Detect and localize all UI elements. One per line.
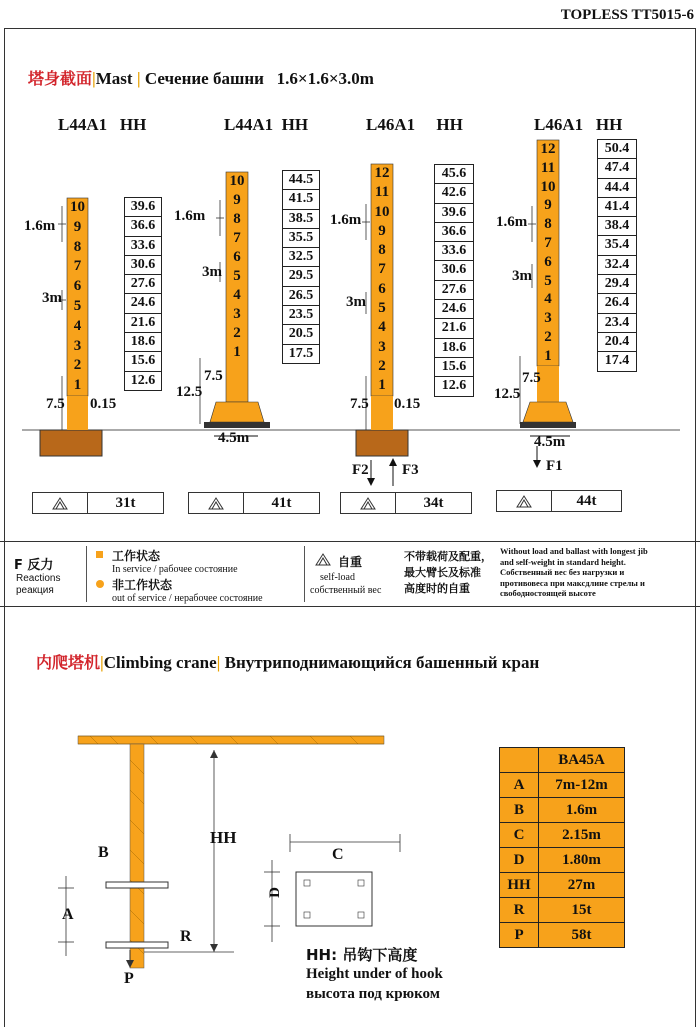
foundation-3 (356, 430, 408, 456)
heights-table-3: 45.6 42.6 39.6 36.6 33.6 30.6 27.6 24.6 21.6 18.6 15.6 12.6 (434, 164, 474, 397)
weight-value: 44t (576, 493, 597, 509)
weight-box-1 (32, 492, 164, 514)
note-cn-1: 不带载荷及配重， (404, 550, 492, 563)
self-load-icon (314, 552, 332, 571)
climb-label-p: P (124, 970, 134, 987)
weight-value: 31t (115, 495, 136, 511)
dim-3-3m: 3m (346, 294, 366, 310)
mast-diagram (0, 130, 700, 530)
mast-2-segments: 10 9 8 7 6 5 4 3 2 1 (229, 173, 245, 360)
mast-3-segments: 12 11 10 9 8 7 6 5 4 3 2 1 (374, 165, 390, 394)
mast-title-en: Mast (95, 69, 133, 88)
dim-2-base1: 7.5 (204, 368, 223, 384)
note-en: Without load and ballast with longest jib and self-weight in standard height. Собственный вес без нагрузки и противовеса при максдлине стрелы и свободностоящей высоте (500, 546, 648, 599)
in-service-marker (96, 551, 103, 558)
table-row: B 1.6m (500, 798, 625, 823)
climbing-title-cn: 内爬塔机 (36, 653, 101, 672)
self-load-icon (189, 493, 244, 513)
climb-label-b: B (98, 844, 109, 861)
model-header: TOPLESS TT5015-6 (560, 7, 694, 23)
mast-size: 1.6×1.6×3.0m (276, 69, 374, 88)
table-row: A 7m-12m (500, 773, 625, 798)
self-load-icon (33, 493, 88, 513)
climb-label-a: A (62, 906, 74, 923)
self-load-ru: собственный вес (310, 585, 382, 596)
dim-3-offset: 0.15 (394, 396, 421, 412)
dim-2-width: 4.5m (218, 430, 250, 446)
table-row: R 15t (500, 898, 625, 923)
table-row: C 2.15m (500, 823, 625, 848)
config-4-model: L46A1 HH (534, 115, 623, 134)
dim-2-3m: 3m (202, 264, 222, 280)
force-f2-label: F2 (352, 462, 369, 478)
mast-4-segments: 12 11 10 9 8 7 6 5 4 3 2 1 (540, 141, 556, 364)
self-load-en: self-load (320, 572, 355, 583)
mast-1-segments: 10 9 8 7 6 5 4 3 2 1 (70, 199, 85, 394)
table-row: HH 27m (500, 873, 625, 898)
table-row: D 1.80m (500, 848, 625, 873)
heights-table-2: 44.5 41.5 38.5 35.5 32.5 29.5 26.5 23.5 20.5 17.5 (282, 170, 320, 364)
mast-title-cn: 塔身截面 (28, 69, 93, 88)
weight-box-2 (188, 492, 320, 514)
weight-value: 34t (423, 495, 444, 511)
out-service-marker (96, 580, 104, 588)
ba45a-table (499, 747, 625, 948)
config-2-model: L44A1 HH (224, 115, 309, 134)
legend-band (0, 541, 700, 607)
force-f1-label: F1 (546, 458, 563, 474)
climb-label-hh: HH (210, 828, 237, 847)
heights-table-1: 39.6 36.6 33.6 30.6 27.6 24.6 21.6 18.6 15.6 12.6 (124, 197, 162, 391)
hh-caption-ru: высота под крюком (306, 986, 440, 1002)
dim-2-base2: 12.5 (176, 384, 203, 400)
self-load-icon (497, 491, 552, 511)
mast-title-ru: Сечение башни (144, 69, 264, 88)
weight-box-3 (340, 492, 472, 514)
climb-label-r: R (180, 928, 192, 945)
climbing-title-ru: Внутриподнимающийся башенный кран (224, 653, 540, 672)
mast-section-title: 塔身截面|Mast | Сечение башни 1.6×1.6×3.0m (28, 69, 374, 88)
legend-f-en: Reactions (16, 573, 61, 584)
dim-4-3m: 3m (512, 268, 532, 284)
dim-4-segment: 1.6m (496, 214, 528, 230)
self-load-icon (341, 493, 396, 513)
table-row: P 58t (500, 923, 625, 948)
ba45a-header: BA45A (539, 748, 625, 773)
out-service-label: out of service / нерабочее состояние (112, 593, 263, 604)
legend-f-label: F 反力 (14, 558, 54, 573)
hh-caption-cn: HH: 吊钩下高度 (306, 946, 418, 964)
heights-table-4: 50.4 47.4 44.4 41.4 38.4 35.4 32.4 29.4 26.4 23.4 20.4 17.4 (597, 139, 637, 372)
climb-label-d: D (266, 887, 283, 898)
in-service-cn: 工作状态 (112, 549, 161, 563)
in-service-label: In service / рабочее состояние (112, 564, 238, 575)
dim-1-segment: 1.6m (24, 218, 56, 234)
note-cn-2: 最大臂长及标准 (404, 566, 481, 579)
dim-4-width: 4.5m (534, 434, 566, 450)
config-3-model: L46A1 HH (366, 115, 463, 134)
climbing-title-en: Climbing crane (103, 653, 217, 672)
out-service-cn: 非工作状态 (112, 578, 173, 592)
weight-value: 41t (271, 495, 292, 511)
dim-3-segment: 1.6m (330, 212, 362, 228)
dim-1-3m: 3m (42, 290, 62, 306)
foundation-1 (40, 430, 102, 456)
config-1-model: L44A1 HH (58, 115, 147, 134)
legend-f-ru: реакция (16, 585, 54, 596)
dim-1-base: 7.5 (46, 396, 65, 412)
climb-label-c: C (332, 846, 344, 863)
dim-3-base: 7.5 (350, 396, 369, 412)
dim-1-offset: 0.15 (90, 396, 117, 412)
dim-4-base1: 7.5 (522, 370, 541, 386)
dim-4-base2: 12.5 (494, 386, 521, 402)
note-cn-3: 高度时的自重 (404, 582, 470, 595)
dim-2-segment: 1.6m (174, 208, 206, 224)
weight-box-4 (496, 490, 622, 512)
climbing-section-title: 内爬塔机|Climbing crane| Внутриподнимающийся башенный кран (36, 653, 540, 672)
force-f3-label: F3 (402, 462, 419, 478)
hh-caption-en: Height under of hook (306, 966, 443, 982)
self-load-cn: 自重 (338, 555, 363, 569)
